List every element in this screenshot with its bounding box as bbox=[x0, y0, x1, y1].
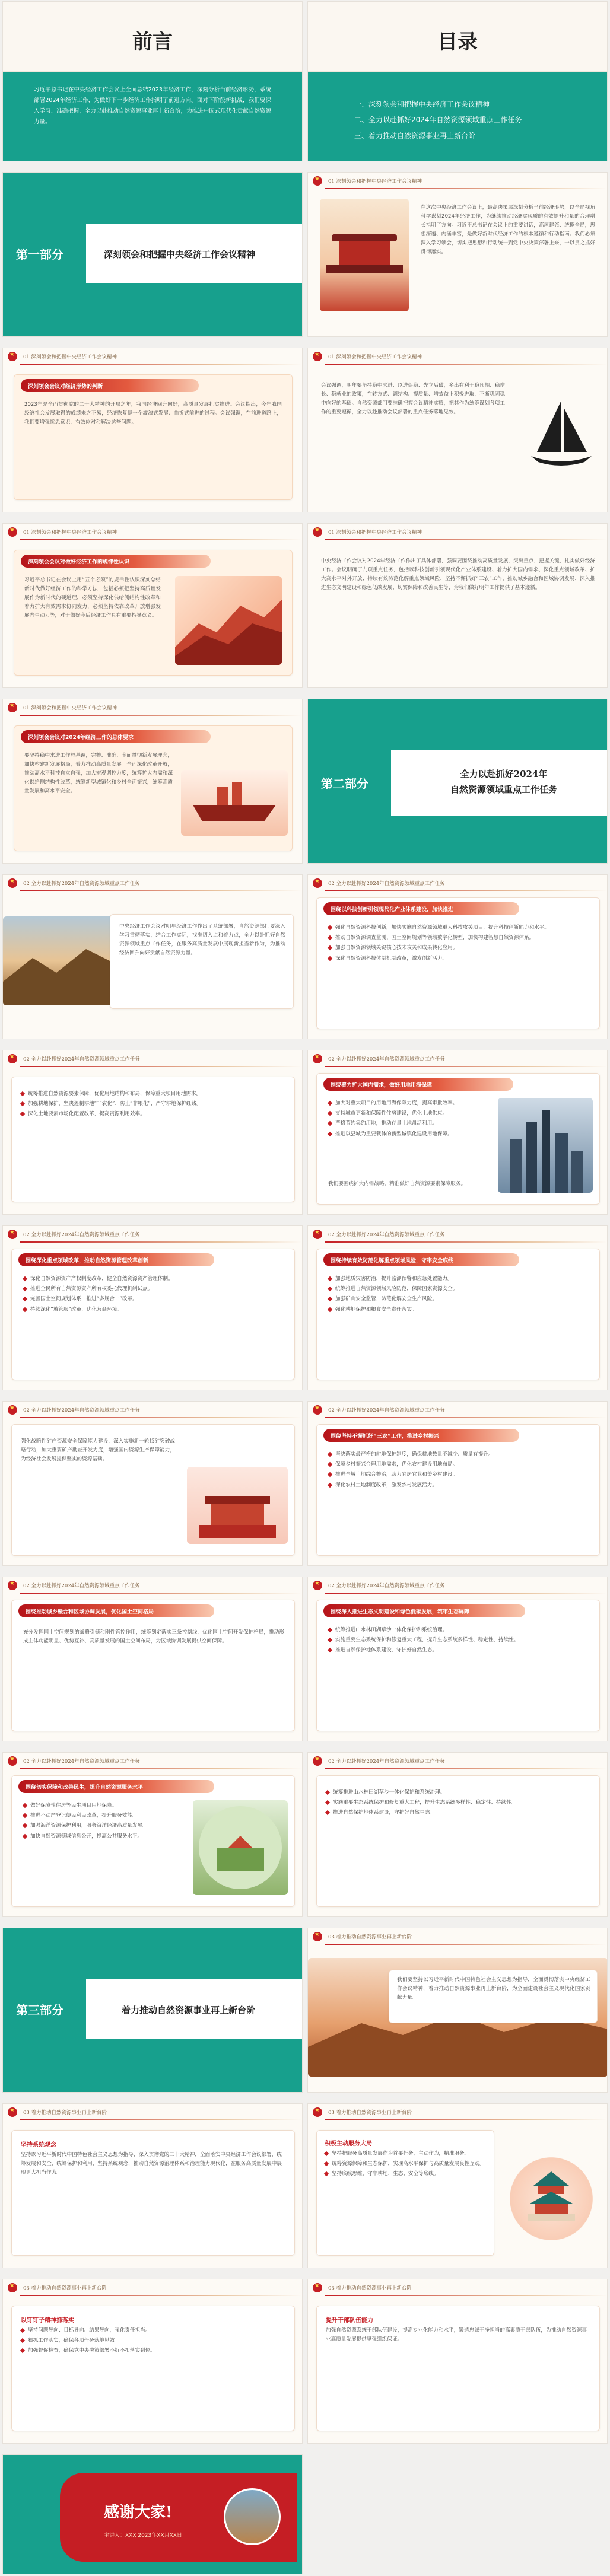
slide-header bbox=[308, 1050, 607, 1067]
header-text: 02 全力以赴抓好2024年自然资源领域重点工作任务 bbox=[328, 1408, 445, 1413]
flag-icon bbox=[313, 352, 322, 361]
preface-title: 前言 bbox=[132, 30, 173, 54]
wall-shape bbox=[175, 576, 282, 665]
s18-bar: 围绕推动城乡融合和区域协调发展，优化国土空间格局 bbox=[18, 1604, 214, 1617]
header-text: 03 着力推动自然资源事业再上新台阶 bbox=[23, 2285, 107, 2291]
slide-preface[interactable] bbox=[2, 1, 303, 161]
list-item: 深化土地要素市场化配置改革，提高资源利用效率。 bbox=[21, 1110, 282, 1118]
part1-label: 第一部分 bbox=[16, 247, 63, 262]
slide-4[interactable] bbox=[2, 348, 303, 512]
list-item: 加快自然资源领域信息公开，提高公共服务水平。 bbox=[23, 1832, 183, 1841]
slide-20[interactable] bbox=[2, 1752, 303, 1917]
s19-list bbox=[328, 1626, 589, 1657]
slide-8[interactable] bbox=[2, 699, 303, 864]
list-item: 统筹推进山水林田湖草沙一体化保护和系统治理。 bbox=[326, 1788, 587, 1797]
list-item: 深化农村土地制度改革，激发乡村发展活力。 bbox=[328, 1481, 589, 1489]
list-item: 深化自然资源科技体制机制改革，激发创新活力。 bbox=[328, 954, 589, 963]
s17-bar: 围绕坚持不懈抓好“三农”工作，推进乡村振兴 bbox=[323, 1429, 519, 1442]
list-item: 统筹推进自然资源要素保障，优化用地结构和布局，保障重大项目用地需求。 bbox=[21, 1090, 282, 1098]
header-text: 01 深刻领会和把握中央经济工作会议精神 bbox=[23, 354, 117, 360]
s14-list bbox=[23, 1275, 284, 1316]
list-item: 推动自然资源调查监测、国土空间规划等领域数字化转型，加快构建智慧自然资源体系。 bbox=[328, 934, 589, 942]
slide-25[interactable] bbox=[2, 2279, 303, 2444]
slide-header bbox=[308, 348, 607, 365]
flag-icon bbox=[8, 1756, 17, 1766]
ship-shape bbox=[181, 770, 288, 836]
s4-panel bbox=[14, 374, 293, 500]
header-text: 03 着力推动自然资源事业再上新台阶 bbox=[328, 2285, 412, 2291]
slide-thanks[interactable] bbox=[2, 2454, 303, 2574]
header-line bbox=[325, 2119, 607, 2120]
header-text: 02 全力以赴抓好2024年自然资源领域重点工作任务 bbox=[23, 1232, 140, 1238]
part3-label: 第三部分 bbox=[16, 2003, 63, 2017]
list-item: 加强自然资源领域关键核心技术攻关和成果转化应用。 bbox=[328, 944, 589, 952]
header-line bbox=[20, 364, 302, 365]
slide-header bbox=[3, 1050, 302, 1067]
thanks-title: 感谢大家! bbox=[104, 2504, 173, 2521]
list-item: 加强耕地保护，坚决遏制耕地“非农化”、防止“非粮化”，严守耕地保护红线。 bbox=[21, 1100, 282, 1108]
s25-list bbox=[21, 2326, 282, 2355]
header-text: 02 全力以赴抓好2024年自然资源领域重点工作任务 bbox=[328, 1583, 445, 1589]
header-text: 02 全力以赴抓好2024年自然资源领域重点工作任务 bbox=[328, 1232, 445, 1238]
header-line bbox=[325, 1944, 607, 1945]
list-item: 加强矿山安全监管，防范化解安全生产风险。 bbox=[328, 1295, 589, 1303]
s3-text: 在这次中央经济工作会议上，最高决策层深刻分析当前经济形势，以全局视角科学谋划2024年经济工作，为继续推动经济实现质的有效提升和量的合理增长指明了方向。习近平总书记在会议上的重要讲话，高屋建瓴、统揽全局，思想深邃、内涵丰富，是做好新时代经济工作的根本遵循和行动指南。我们必须深入学习领会，切实把思想和行动统一到党中央决策部署上来，一以贯之抓好贯彻落实。 bbox=[421, 205, 595, 256]
slide-17[interactable] bbox=[307, 1401, 608, 1566]
mountains-shape bbox=[3, 916, 128, 1005]
list-item: 保障乡村振兴合理用地需求，优化农村建设用地布局。 bbox=[328, 1460, 589, 1469]
header-line bbox=[20, 2295, 302, 2296]
toc-title: 目录 bbox=[437, 30, 478, 54]
flag-icon bbox=[8, 703, 17, 712]
thanks-photo-circle bbox=[224, 2488, 281, 2545]
header-text: 02 全力以赴抓好2024年自然资源领域重点工作任务 bbox=[328, 881, 445, 887]
part2-title bbox=[409, 767, 599, 797]
list-item: 统筹推进山水林田湖草沙一体化保护和系统治理。 bbox=[328, 1626, 589, 1634]
s8-bar: 深刻领会会议对2024年经济工作的总体要求 bbox=[21, 730, 211, 743]
header-line bbox=[325, 890, 607, 891]
part2-title-line2: 自然资源领域重点工作任务 bbox=[450, 784, 557, 795]
slide-header bbox=[308, 1577, 607, 1594]
flag-icon bbox=[313, 1230, 322, 1239]
farmland-illustration bbox=[193, 1800, 288, 1895]
s6-text: 习近平总书记在会议上用“五个必须”的规律性认识深刻总结新时代做好经济工作的科学方法，包括必须把坚持高质量发展作为新时代的硬道理，必须坚持深化供给侧结构性改革和着力扩大有效需求协同发力，必须坚持依靠改革开放增强发展内生动力等，对于做好今后经济工作具有重要指导意义。 bbox=[24, 577, 161, 619]
s16-text: 强化战略性矿产资源安全保障能力建设，深入实施新一轮找矿突破战略行动，加大重要矿产勘查开发力度，增强国内资源生产保障能力，为经济社会发展提供坚实的资源基础。 bbox=[21, 1438, 175, 1463]
slide-header bbox=[3, 2104, 302, 2120]
slide-14[interactable] bbox=[2, 1225, 303, 1390]
list-item: 加强地质灾害防治，提升监测预警和应急处置能力。 bbox=[328, 1275, 589, 1283]
landscape-illustration bbox=[3, 916, 128, 1005]
header-line bbox=[20, 715, 302, 716]
header-text: 02 全力以赴抓好2024年自然资源领域重点工作任务 bbox=[23, 1583, 140, 1589]
slide-19[interactable] bbox=[307, 1577, 608, 1741]
list-item: 加强海洋资源保护利用，服务海洋经济高质量发展。 bbox=[23, 1822, 183, 1830]
slide-part2[interactable] bbox=[307, 699, 608, 864]
flag-icon bbox=[313, 878, 322, 888]
list-item: 实施重要生态系统保护和修复重大工程，提升生态系统多样性、稳定性、持续性。 bbox=[328, 1636, 589, 1644]
header-line bbox=[325, 1241, 607, 1243]
toc-item-1[interactable]: 一、深刻领会和把握中央经济工作会议精神 bbox=[354, 100, 490, 109]
header-line bbox=[20, 1066, 302, 1067]
s17-list bbox=[328, 1450, 589, 1491]
slide-part1[interactable] bbox=[2, 172, 303, 337]
slide-header bbox=[3, 2279, 302, 2296]
list-item: 做好保障性住房等民生项目用地保障。 bbox=[23, 1801, 183, 1810]
header-text: 01 深刻领会和把握中央经济工作会议精神 bbox=[23, 705, 117, 711]
slide-header bbox=[3, 524, 302, 540]
header-line bbox=[325, 1066, 607, 1067]
flag-icon bbox=[313, 1405, 322, 1415]
s13-bar: 围绕着力扩大国内需求，做好用地用海保障 bbox=[323, 1078, 513, 1091]
s4-text: 2023年是全面贯彻党的二十大精神的开局之年，我国经济回升向好，高质量发展扎实推进。会议指出，今年我国经济社会发展取得的成绩来之不易，经济恢复是一个波浪式发展、曲折式前进的过程。会议强调，在前进道路上，我们要增强忧患意识，有效应对和解决这些问题。 bbox=[24, 402, 282, 426]
slide-header bbox=[3, 1402, 302, 1418]
s20-bar: 围绕切实保障和改善民生，提升自然资源服务水平 bbox=[18, 1780, 214, 1793]
part2-title-line1: 全力以赴抓好2024年 bbox=[460, 769, 548, 779]
s23-body bbox=[21, 2139, 282, 2177]
flag-icon bbox=[8, 527, 17, 537]
slide-3[interactable] bbox=[307, 172, 608, 337]
list-item: 推进自然保护地体系建设，守护好自然生态。 bbox=[326, 1808, 587, 1817]
s10-text: 中央经济工作会议对明年经济工作作出了系统部署，自然资源部门要深入学习贯彻落实，结合工作实际，找准切入点和着力点，全力以赴抓好自然资源领域重点工作任务，在服务高质量发展中展现新担当新作为，为推动经济回升向好贡献自然资源力量。 bbox=[119, 924, 285, 957]
header-line bbox=[20, 2119, 302, 2120]
slide-16[interactable] bbox=[2, 1401, 303, 1566]
header-text: 01 深刻领会和把握中央经济工作会议精神 bbox=[328, 354, 422, 360]
list-item: 强化自然资源科技创新，加快实施自然资源领域重大科技攻关项目，提升科技创新能力和水平。 bbox=[328, 924, 589, 932]
list-item: 推进全民所有自然资源资产所有权委托代理机制试点。 bbox=[23, 1285, 284, 1293]
part3-title: 着力推动自然资源事业再上新台阶 bbox=[122, 2005, 256, 2015]
slide-7[interactable] bbox=[307, 523, 608, 688]
list-item: 加强督促检查，确保党中央决策部署不折不扣落实到位。 bbox=[21, 2346, 282, 2355]
list-item: 加大对重大项目的用地用海保障力度，提高审批效率。 bbox=[328, 1099, 482, 1107]
list-item: 坚持问题导向、目标导向、结果导向，强化责任担当。 bbox=[21, 2326, 282, 2335]
list-item: 狠抓工作落实，确保各项任务落地见效。 bbox=[21, 2336, 282, 2345]
slide-6[interactable] bbox=[2, 523, 303, 688]
list-item: 坚决落实最严格的耕地保护制度，确保耕地数量不减少、质量有提升。 bbox=[328, 1450, 589, 1459]
header-line bbox=[325, 2295, 607, 2296]
slide-toc[interactable] bbox=[307, 1, 608, 161]
list-item: 推进全域土地综合整治，助力宜居宜业和美乡村建设。 bbox=[328, 1470, 589, 1479]
roof-shape bbox=[332, 234, 397, 241]
s18-panel bbox=[11, 1600, 295, 1731]
slide-header bbox=[308, 524, 607, 540]
s23-title: 坚持系统观念 bbox=[21, 2142, 56, 2148]
s22-text: 我们要坚持以习近平新时代中国特色社会主义思想为指导，全面贯彻落实中央经济工作会议精神，着力推动自然资源事业再上新台阶，为全面建设社会主义现代化国家贡献力量。 bbox=[397, 1977, 590, 2001]
header-line bbox=[20, 890, 302, 891]
slide-12[interactable] bbox=[2, 1050, 303, 1215]
list-item: 统筹资源保障和生态保护，实现高水平保护与高质量发展良性互动。 bbox=[325, 2160, 486, 2168]
list-item: 统筹推进自然资源领域风险防范，保障国家资源安全。 bbox=[328, 1285, 589, 1293]
slide-header bbox=[3, 699, 302, 716]
flag-icon bbox=[8, 1230, 17, 1239]
slide-23[interactable] bbox=[2, 2103, 303, 2268]
s15-bar: 围绕持续有效防范化解重点领域风险，守牢安全底线 bbox=[323, 1253, 519, 1266]
tiananmen-illustration bbox=[187, 1467, 288, 1544]
s15-list bbox=[328, 1275, 589, 1316]
header-text: 02 全力以赴抓好2024年自然资源领域重点工作任务 bbox=[328, 1056, 445, 1062]
s20-list bbox=[23, 1801, 183, 1842]
list-item: 严格节约集约用地，推动存量土地盘活利用。 bbox=[328, 1119, 482, 1128]
s4-bar: 深刻领会会议对经济形势的判断 bbox=[21, 379, 199, 392]
header-text: 03 着力推动自然资源事业再上新台阶 bbox=[328, 2110, 412, 2116]
s8-text: 要坚持稳中求进工作总基调，完整、准确、全面贯彻新发展理念，加快构建新发展格局，着力推动高质量发展。全面深化改革开放，推动高水平科技自立自强，加大宏观调控力度，统筹扩大内需和深化供给侧结构性改革，统筹新型城镇化和乡村全面振兴，统筹高质量发展和高水平安全。 bbox=[24, 753, 173, 795]
toc-item-2[interactable]: 二、全力以赴抓好2024年自然资源领域重点工作任务 bbox=[354, 116, 522, 125]
flag-icon bbox=[313, 1756, 322, 1766]
greatwall-illustration bbox=[175, 576, 282, 665]
s25-body bbox=[21, 2315, 282, 2357]
header-text: 02 全力以赴抓好2024年自然资源领域重点工作任务 bbox=[328, 1759, 445, 1765]
s5-text: 会议强调，明年要坚持稳中求进、以进促稳、先立后破，多出有利于稳预期、稳增长、稳就业的政策，在转方式、调结构、提质量、增效益上积极进取，不断巩固稳中向好的基础。自然资源部门要准确把握会议精神实质，把其作为统筹谋划各项工作的重要遵循，全力以赴推动会议部署的重点任务落地见效。 bbox=[321, 383, 505, 416]
part1-title: 深刻领会和把握中央经济工作会议精神 bbox=[104, 249, 256, 260]
toc-list bbox=[354, 97, 522, 144]
list-item: 深化自然资源资产产权制度改革，健全自然资源资产管理体制。 bbox=[23, 1275, 284, 1283]
flag-icon bbox=[8, 352, 17, 361]
flag-icon bbox=[313, 527, 322, 537]
slide-header bbox=[308, 173, 607, 189]
slide-22[interactable] bbox=[307, 1928, 608, 2093]
list-item: 坚持把服务高质量发展作为首要任务，主动作为，精准服务。 bbox=[325, 2150, 486, 2158]
header-line bbox=[325, 188, 607, 189]
base-shape bbox=[326, 265, 403, 273]
flag-icon bbox=[313, 176, 322, 186]
field-shape bbox=[193, 1800, 288, 1895]
list-item: 坚持底线思维，守牢耕地、生态、安全等底线。 bbox=[325, 2170, 486, 2178]
ship-illustration bbox=[181, 770, 288, 836]
header-line bbox=[20, 539, 302, 540]
slide-header bbox=[3, 1577, 302, 1594]
slide-part3[interactable] bbox=[2, 1928, 303, 2093]
s11-bar: 围绕以科技创新引领现代化产业体系建设，加快推进 bbox=[323, 902, 519, 915]
slide-26[interactable] bbox=[307, 2279, 608, 2444]
list-item: 强化耕地保护和粮食安全责任落实。 bbox=[328, 1305, 589, 1314]
slide-header bbox=[308, 1928, 607, 1945]
s24-list bbox=[325, 2150, 486, 2179]
flag-icon bbox=[313, 1581, 322, 1590]
slide-24[interactable] bbox=[307, 2103, 608, 2268]
list-item: 推进自然保护地体系建设，守护好自然生态。 bbox=[328, 1646, 589, 1654]
gate-shape bbox=[187, 1467, 288, 1544]
slide-header bbox=[308, 1226, 607, 1243]
slide-11[interactable] bbox=[307, 874, 608, 1039]
header-line bbox=[20, 1241, 302, 1243]
s26-body bbox=[326, 2315, 587, 2344]
header-line bbox=[325, 1417, 607, 1418]
s24-body bbox=[325, 2138, 486, 2180]
toc-item-3[interactable]: 三、着力推动自然资源事业再上新台阶 bbox=[354, 131, 476, 140]
s25-title: 以钉钉子精神抓落实 bbox=[21, 2317, 74, 2324]
slide-13[interactable] bbox=[307, 1050, 608, 1215]
list-item: 支持城市更新和保障性住房建设，优化土地供应。 bbox=[328, 1109, 482, 1117]
s14-bar: 围绕深化重点领域改革，推动自然资源管理改革创新 bbox=[18, 1253, 214, 1266]
slide-header bbox=[308, 2104, 607, 2120]
slide-header bbox=[3, 348, 302, 365]
header-line bbox=[20, 1417, 302, 1418]
s23-text: 坚持以习近平新时代中国特色社会主义思想为指导，深入贯彻党的二十大精神，全面落实中央经济工作会议部署，统筹发展和安全，统筹保护和利用，坚持系统观念，推动自然资源治理体系和治理能力现代化，在服务高质量发展中展现更大担当作为。 bbox=[21, 2152, 282, 2176]
list-item: 持续深化“放管服”改革，优化营商环境。 bbox=[23, 1305, 284, 1314]
flag-icon bbox=[8, 1405, 17, 1415]
list-item: 推进不动产登记便民利民改革，提升服务效能。 bbox=[23, 1811, 183, 1820]
header-line bbox=[325, 1593, 607, 1594]
sailboat-icon bbox=[525, 396, 596, 473]
list-item: 实施重要生态系统保护和修复重大工程，提升生态系统多样性、稳定性、持续性。 bbox=[326, 1798, 587, 1807]
skyline-shape bbox=[498, 1098, 593, 1193]
header-text: 03 着力推动自然资源事业再上新台阶 bbox=[328, 1934, 412, 1940]
s24-title: 积极主动服务大局 bbox=[325, 2141, 372, 2147]
hall-shape bbox=[339, 241, 390, 265]
header-text: 01 深刻领会和把握中央经济工作会议精神 bbox=[328, 530, 422, 536]
s26-text: 加强自然资源系统干部队伍建设，提高专业化能力和水平，锻造忠诚干净担当的高素质干部队伍，为推动自然资源事业高质量发展提供坚强组织保证。 bbox=[326, 2327, 587, 2343]
preface-text: 习近平总书记在中央经济工作会议上全面总结2023年经济工作，深刻分析当前经济形势，系统部署2024年经济工作，为做好下一步经济工作指明了前进方向。面对下阶段新挑战，我们要深入学习、准确把握，全力以赴推动自然资源事业再上新台阶，为推进中国式现代化贡献自然资源力量。 bbox=[34, 87, 271, 126]
header-text: 03 着力推动自然资源事业再上新台阶 bbox=[23, 2110, 107, 2116]
header-line bbox=[325, 1768, 607, 1769]
s11-list bbox=[328, 924, 589, 964]
s18-text: 充分发挥国土空间规划的战略引领和刚性管控作用，统筹划定落实三条控制线，优化国土空间开发保护格局，推动形成主体功能明显、优势互补、高质量发展的国土空间布局，为区域协调发展提供空间保障。 bbox=[23, 1629, 284, 1645]
flag-icon bbox=[313, 1932, 322, 1941]
slide-header bbox=[3, 1226, 302, 1243]
flag-icon bbox=[8, 1054, 17, 1063]
header-line bbox=[20, 1768, 302, 1769]
temple-illustration bbox=[320, 199, 409, 311]
flag-icon bbox=[313, 1054, 322, 1063]
header-text: 01 深刻领会和把握中央经济工作会议精神 bbox=[23, 530, 117, 536]
s7-text: 中央经济工作会议对2024年经济工作作出了具体部署，强调要围绕推动高质量发展，突出重点，把握关键，扎实做好经济工作。会议明确了九项重点任务，包括以科技创新引领现代化产业体系建设、着力扩大国内需求、深化重点领域改革、扩大高水平对外开放、持续有效防范化解重点领域风险、坚持不懈抓好“三农”工作、推动城乡融合和区域协调发展、深入推进生态文明建设和绿色低碳发展、切实保障和改善民生等，为我们做好明年工作提供了基本遵循。 bbox=[321, 558, 595, 591]
slide-18[interactable] bbox=[2, 1577, 303, 1741]
slide-21[interactable] bbox=[307, 1752, 608, 1917]
city-illustration bbox=[498, 1098, 593, 1193]
s13-list bbox=[328, 1099, 482, 1140]
header-text: 01 深刻领会和把握中央经济工作会议精神 bbox=[328, 179, 422, 184]
part2-label: 第二部分 bbox=[321, 776, 368, 791]
thanks-sub: 主讲人：XXX 2023年XX月XX日 bbox=[104, 2533, 182, 2539]
pagoda-shape bbox=[510, 2157, 593, 2240]
slide-5[interactable] bbox=[307, 348, 608, 512]
flag-icon bbox=[8, 2283, 17, 2292]
flag-icon bbox=[8, 2107, 17, 2117]
slide-header bbox=[308, 2279, 607, 2296]
s19-panel bbox=[316, 1600, 600, 1731]
flag-icon bbox=[8, 878, 17, 888]
slide-10[interactable] bbox=[2, 874, 303, 1039]
list-item: 推进以县城为重要载体的新型城镇化建设用地保障。 bbox=[328, 1130, 482, 1138]
slide-15[interactable] bbox=[307, 1225, 608, 1390]
s13-tail: 我们要围绕扩大内需战略，精准做好自然资源要素保障服务。 bbox=[328, 1181, 466, 1187]
s26-title: 提升干部队伍能力 bbox=[326, 2317, 373, 2324]
slide-header bbox=[308, 875, 607, 891]
flag-icon bbox=[313, 2283, 322, 2292]
flag-icon bbox=[313, 2107, 322, 2117]
slide-header bbox=[308, 1753, 607, 1769]
s6-bar: 深刻领会会议对做好经济工作的规律性认识 bbox=[21, 555, 211, 568]
header-text: 02 全力以赴抓好2024年自然资源领域重点工作任务 bbox=[23, 1759, 140, 1765]
s19-bar: 围绕深入推进生态文明建设和绿色低碳发展，筑牢生态屏障 bbox=[323, 1604, 525, 1617]
s12-list bbox=[21, 1090, 282, 1120]
header-text: 02 全力以赴抓好2024年自然资源领域重点工作任务 bbox=[23, 1408, 140, 1413]
header-text: 02 全力以赴抓好2024年自然资源领域重点工作任务 bbox=[23, 881, 140, 887]
header-text: 02 全力以赴抓好2024年自然资源领域重点工作任务 bbox=[23, 1056, 140, 1062]
header-line bbox=[20, 1593, 302, 1594]
header-line bbox=[325, 364, 607, 365]
temple-of-heaven-icon bbox=[510, 2157, 593, 2240]
s21-list bbox=[326, 1788, 587, 1819]
flag-icon bbox=[8, 1581, 17, 1590]
list-item: 完善国土空间规划体系，推进“多规合一”改革。 bbox=[23, 1295, 284, 1303]
slide-header bbox=[308, 1402, 607, 1418]
slide-header bbox=[3, 1753, 302, 1769]
header-line bbox=[325, 539, 607, 540]
slide-header bbox=[3, 875, 302, 891]
